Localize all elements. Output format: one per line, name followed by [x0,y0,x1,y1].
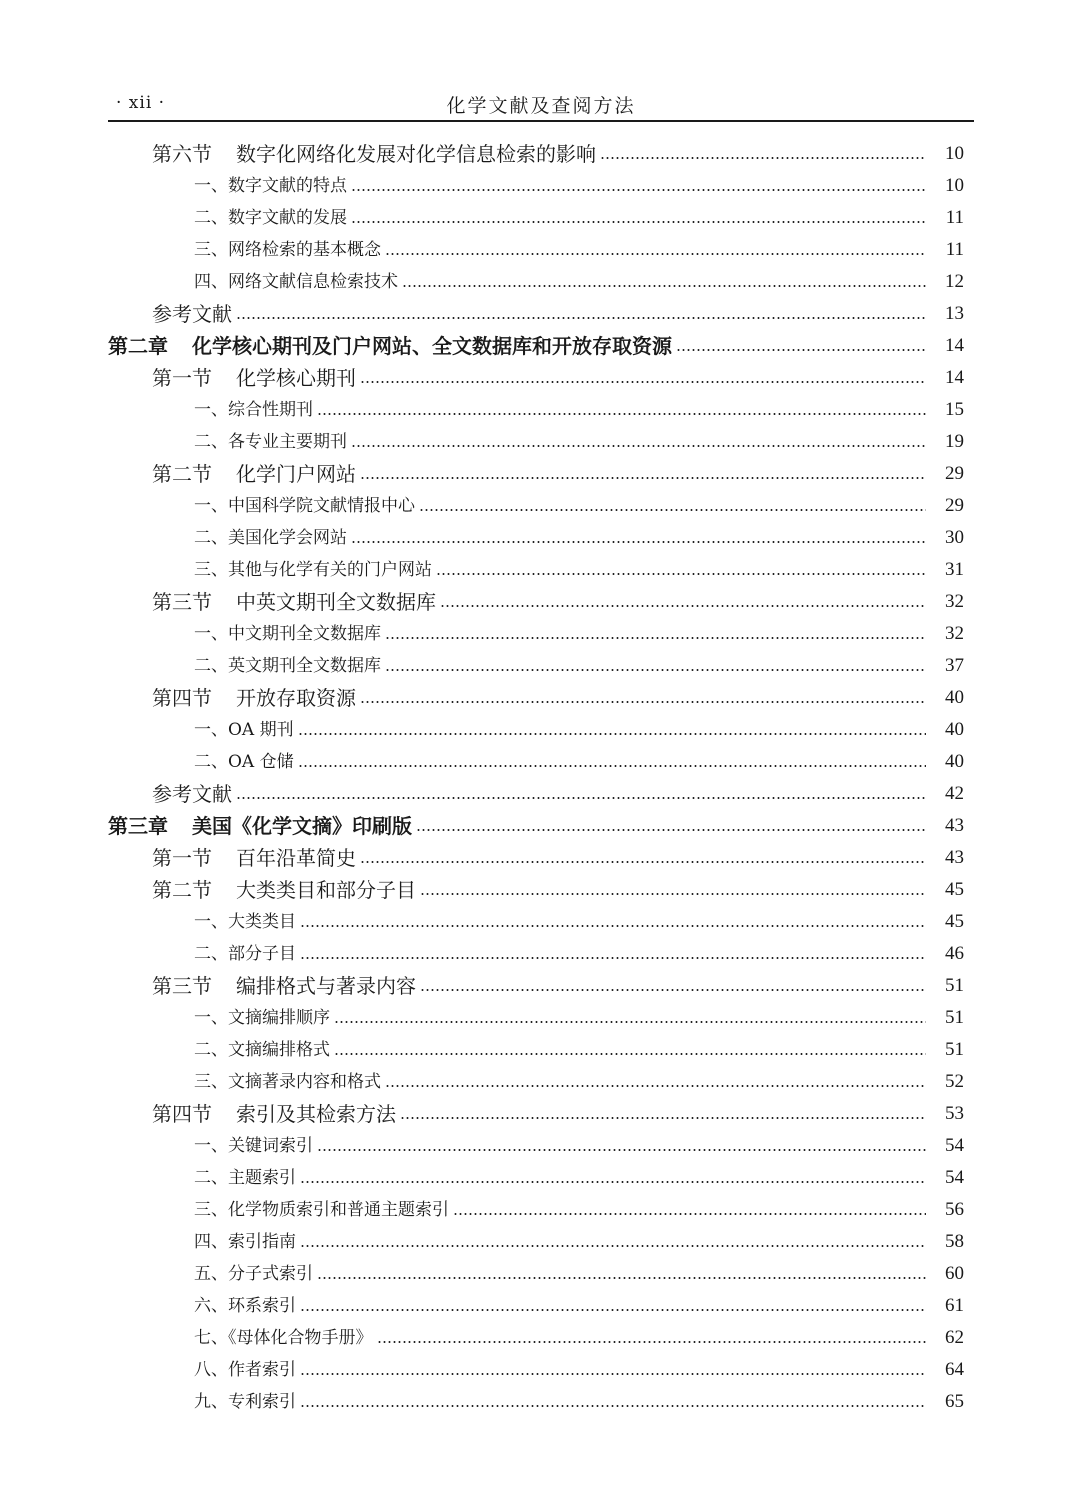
toc-entry-page: 62 [945,1327,964,1348]
toc-entry-item [108,1066,964,1098]
toc-entry-title: 一、大类类目 [194,912,296,932]
toc-entry-number: 第三章 [108,814,168,838]
toc-entry-title: 参考文献 [152,782,232,806]
toc-entry-item [108,554,964,586]
toc-entry-item [108,1386,964,1418]
toc-entry-title: 六、环系索引 [194,1296,296,1316]
toc-entry-title: 百年沿革简史 [236,846,356,870]
toc-entry-title: 二、部分子目 [194,944,296,964]
toc-entry-title: 五、分子式索引 [194,1264,313,1284]
toc-entry-page: 46 [945,943,964,964]
dot-leader [360,861,926,863]
toc-entry-label [152,970,416,1002]
toc-entry-page: 29 [945,495,964,516]
dot-leader [298,765,926,767]
toc-entry-section [108,682,964,714]
dot-leader [351,541,926,543]
dot-leader [300,1373,926,1375]
toc-entry-title: 化学门户网站 [236,462,356,486]
dot-leader [334,1053,926,1055]
toc-entry-item [108,490,964,522]
toc-entry-title: 三、化学物质索引和普通主题索引 [194,1200,449,1220]
toc-entry-label [194,554,432,586]
toc-entry-label [194,1034,330,1066]
toc-entry-label [194,1226,296,1258]
toc-entry-page: 14 [945,335,964,356]
toc-entry-label [194,170,347,202]
toc-entry-item [108,1290,964,1322]
toc-entry-page: 61 [945,1295,964,1316]
dot-leader [298,733,926,735]
toc-entry-page: 51 [945,1007,964,1028]
dot-leader [676,349,926,351]
toc-entry-title: 四、网络文献信息检索技术 [194,272,398,292]
toc-entry-item [108,522,964,554]
toc-entry-item [108,1354,964,1386]
toc-entry-label [152,1098,396,1130]
toc-entry-section [108,458,964,490]
toc-entry-page: 43 [945,847,964,868]
toc-entry-item [108,1002,964,1034]
toc-entry-number: 第四节 [152,686,212,710]
toc-entry-page: 11 [945,207,964,228]
toc-entry-number: 第一节 [152,366,212,390]
dot-leader [300,957,926,959]
toc-entry-label [194,1162,296,1194]
toc-entry-label [194,1194,449,1226]
dot-leader [420,893,926,895]
toc-entry-title: 参考文献 [152,302,232,326]
toc-entry-label [194,714,294,746]
toc-entry-item [108,1034,964,1066]
toc-entry-section [108,1098,964,1130]
dot-leader [317,413,926,415]
toc-entry-number: 第二节 [152,462,212,486]
dot-leader [436,573,926,575]
toc-entry-item [108,1226,964,1258]
toc-entry-title: 二、英文期刊全文数据库 [194,656,381,676]
toc-entry-page: 40 [945,751,964,772]
toc-entry-page: 43 [945,815,964,836]
toc-entry-label [152,458,356,490]
toc-entry-title: 一、中文期刊全文数据库 [194,624,381,644]
toc-entry-number: 第二节 [152,878,212,902]
toc-entry-item [108,266,964,298]
toc-entry-page: 30 [945,527,964,548]
toc-entry-label [194,1386,296,1418]
toc-entry-page: 58 [945,1231,964,1252]
toc-entry-label [194,746,294,778]
dot-leader [236,317,926,319]
toc-entry-page: 11 [945,239,964,260]
dot-leader [300,1405,926,1407]
toc-entry-title: 三、文摘著录内容和格式 [194,1072,381,1092]
toc-entry-page: 19 [945,431,964,452]
toc-entry-item [108,1130,964,1162]
toc-entry-item [108,938,964,970]
dot-leader [385,1085,926,1087]
dot-leader [453,1213,926,1215]
toc-entry-item [108,234,964,266]
dot-leader [300,1309,926,1311]
toc-entry-label [194,1354,296,1386]
dot-leader [385,669,926,671]
toc-entry-item [108,714,964,746]
toc-entry-label [194,650,381,682]
toc-entry-title: 美国《化学文摘》印刷版 [192,814,412,838]
toc-entry-title: 开放存取资源 [236,686,356,710]
toc-entry-number: 第一节 [152,846,212,870]
toc-entry-ref [108,778,964,810]
toc-entry-title: 大类类目和部分子目 [236,878,416,902]
dot-leader [402,285,926,287]
toc-entry-label [194,1258,313,1290]
toc-entry-label [194,490,415,522]
toc-entry-page: 54 [945,1167,964,1188]
dot-leader [351,189,926,191]
toc-entry-section [108,362,964,394]
toc-entry-item [108,746,964,778]
toc-entry-title: 一、OA 期刊 [194,720,294,740]
toc-entry-item [108,202,964,234]
toc-entry-title: 一、中国科学院文献情报中心 [194,496,415,516]
toc-entry-item [108,426,964,458]
toc-entry-title: 二、文摘编排格式 [194,1040,330,1060]
toc-entry-label [194,1290,296,1322]
page-number: · xii · [116,93,166,113]
toc-entry-section [108,586,964,618]
toc-entry-ref [108,298,964,330]
toc-entry-page: 31 [945,559,964,580]
toc-entry-label [108,810,412,842]
toc-entry-title: 数字化网络化发展对化学信息检索的影响 [236,142,596,166]
toc-entry-page: 54 [945,1135,964,1156]
toc-entry-label [194,426,347,458]
toc-entry-page: 51 [945,1039,964,1060]
dot-leader [385,253,926,255]
toc-entry-label [152,874,416,906]
toc-entry-page: 53 [945,1103,964,1124]
toc-entry-label [194,1002,330,1034]
table-of-contents [108,138,964,1418]
toc-entry-label [152,138,596,170]
toc-entry-title: 八、作者索引 [194,1360,296,1380]
toc-entry-page: 14 [945,367,964,388]
toc-entry-title: 三、网络检索的基本概念 [194,240,381,260]
toc-entry-page: 40 [945,719,964,740]
toc-entry-page: 10 [945,143,964,164]
dot-leader [600,157,926,159]
toc-entry-title: 二、主题索引 [194,1168,296,1188]
dot-leader [236,797,926,799]
toc-entry-page: 51 [945,975,964,996]
dot-leader [377,1341,927,1343]
toc-entry-title: 化学核心期刊及门户网站、全文数据库和开放存取资源 [192,334,672,358]
toc-entry-chapter [108,330,964,362]
dot-leader [420,989,926,991]
toc-entry-label [152,842,356,874]
toc-entry-title: 二、美国化学会网站 [194,528,347,548]
dot-leader [360,381,926,383]
toc-entry-number: 第四节 [152,1102,212,1126]
toc-entry-label [152,682,356,714]
toc-entry-title: 三、其他与化学有关的门户网站 [194,560,432,580]
toc-entry-label [152,362,356,394]
toc-entry-page: 37 [945,655,964,676]
toc-entry-item [108,650,964,682]
toc-entry-page: 45 [945,911,964,932]
running-title: 化学文献及查阅方法 [446,95,636,117]
toc-entry-title: 化学核心期刊 [236,366,356,390]
toc-entry-page: 13 [945,303,964,324]
toc-entry-page: 65 [945,1391,964,1412]
toc-entry-title: 一、数字文献的特点 [194,176,347,196]
toc-entry-label [194,1066,381,1098]
toc-entry-title: 四、索引指南 [194,1232,296,1252]
toc-entry-item [108,1194,964,1226]
toc-entry-number: 第六节 [152,142,212,166]
toc-entry-title: 编排格式与著录内容 [236,974,416,998]
toc-entry-title: 二、OA 仓储 [194,752,294,772]
toc-entry-item [108,1162,964,1194]
dot-leader [416,829,926,831]
toc-entry-label [152,778,232,810]
toc-entry-chapter [108,810,964,842]
toc-entry-page: 42 [945,783,964,804]
toc-entry-title: 中英文期刊全文数据库 [236,590,436,614]
toc-entry-section [108,138,964,170]
toc-entry-page: 29 [945,463,964,484]
toc-entry-title: 一、综合性期刊 [194,400,313,420]
toc-entry-item [108,1258,964,1290]
dot-leader [351,445,926,447]
dot-leader [385,637,926,639]
toc-entry-label [108,330,672,362]
toc-entry-item [108,170,964,202]
toc-entry-title: 二、数字文献的发展 [194,208,347,228]
dot-leader [317,1149,926,1151]
toc-entry-number: 第三节 [152,590,212,614]
dot-leader [300,1181,926,1183]
toc-entry-label [194,266,398,298]
toc-entry-page: 45 [945,879,964,900]
toc-entry-page: 15 [945,399,964,420]
toc-entry-number: 第二章 [108,334,168,358]
toc-entry-section [108,970,964,1002]
dot-leader [419,509,926,511]
toc-entry-title: 一、文摘编排顺序 [194,1008,330,1028]
toc-entry-label [152,586,436,618]
toc-entry-label [194,938,296,970]
dot-leader [351,221,926,223]
toc-entry-title: 一、关键词索引 [194,1136,313,1156]
toc-entry-page: 64 [945,1359,964,1380]
toc-entry-page: 12 [945,271,964,292]
toc-entry-label [194,234,381,266]
dot-leader [360,477,926,479]
toc-entry-page: 32 [945,591,964,612]
toc-entry-item [108,1322,964,1354]
toc-entry-label [194,1130,313,1162]
toc-entry-label [152,298,232,330]
dot-leader [334,1021,926,1023]
toc-entry-item [108,394,964,426]
dot-leader [400,1117,926,1119]
dot-leader [440,605,926,607]
toc-entry-page: 56 [945,1199,964,1220]
toc-entry-section [108,874,964,906]
toc-entry-page: 10 [945,175,964,196]
toc-entry-number: 第三节 [152,974,212,998]
toc-entry-page: 52 [945,1071,964,1092]
dot-leader [360,701,926,703]
toc-entry-label [194,202,347,234]
dot-leader [300,925,926,927]
toc-entry-title: 索引及其检索方法 [236,1102,396,1126]
dot-leader [300,1245,926,1247]
page-header [108,90,974,122]
toc-entry-label [194,394,313,426]
toc-entry-title: 二、各专业主要期刊 [194,432,347,452]
toc-entry-page: 32 [945,623,964,644]
toc-entry-label [194,906,296,938]
toc-entry-label [194,522,347,554]
toc-entry-page: 40 [945,687,964,708]
toc-entry-item [108,906,964,938]
toc-entry-page: 60 [945,1263,964,1284]
toc-entry-label [194,618,381,650]
toc-entry-item [108,618,964,650]
toc-entry-title: 九、专利索引 [194,1392,296,1412]
dot-leader [317,1277,926,1279]
toc-entry-title: 七、《母体化合物手册》 [194,1328,373,1348]
toc-entry-section [108,842,964,874]
toc-entry-label [194,1322,373,1354]
